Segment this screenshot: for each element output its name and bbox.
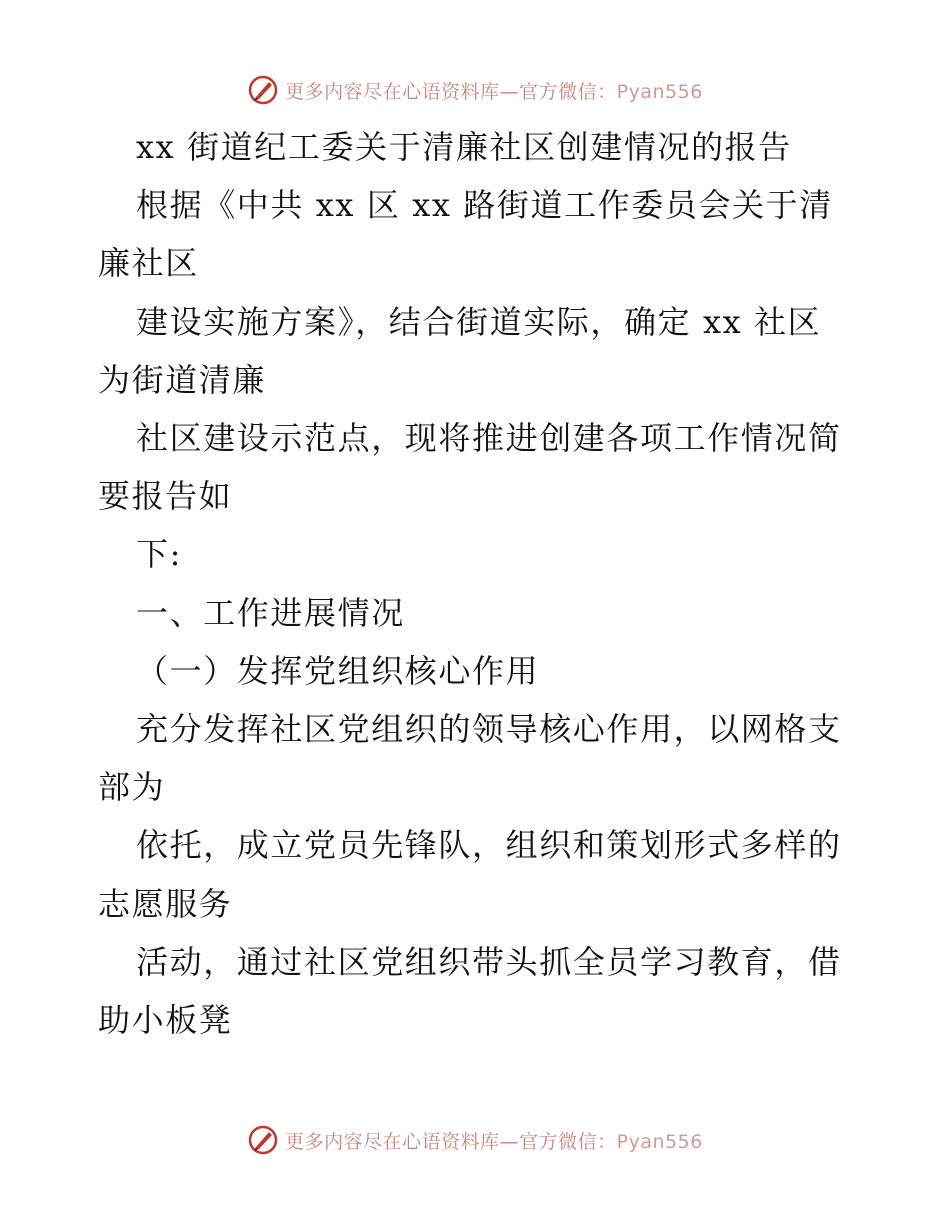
document-body [98,118,858,1049]
document-title: xx 街道纪工委关于清廉社区创建情况的报告 [136,128,792,166]
pen-logo-icon [247,74,279,106]
paragraph-line: 充分发挥社区党组织的领导核心作用，以网格支 [136,710,842,749]
pen-logo-icon [247,1124,279,1156]
paragraph-line: 部为 [98,768,166,807]
paragraph-line: 建设实施方案》，结合街道实际，确定 xx 社区 [136,302,822,341]
paragraph-line: 依托，成立党员先锋队，组织和策划形式多样的 [136,826,842,865]
watermark-text: 更多内容尽在心语资料库—官方微信：Pyan556 [285,80,703,103]
header-watermark [0,70,950,110]
watermark-id: Pyan556 [616,1130,703,1153]
paragraph-line: 社区建设示范点，现将推进创建各项工作情况简 [136,419,842,458]
paragraph-line: 根据《中共 xx 区 xx 路街道工作委员会关于清 [136,186,833,225]
paragraph-line: 下: [136,535,182,574]
paragraph-line: 活动，通过社区党组织带头抓全员学习教育，借 [136,942,842,981]
paragraph-line: 为街道清廉 [98,360,267,399]
paragraph-line: 志愿服务 [98,884,233,923]
subsection-heading: （一）发挥党组织核心作用 [136,651,540,690]
section-heading: 一、工作进展情况 [136,593,405,632]
paragraph-line: 要报告如 [98,477,233,516]
watermark-id: Pyan556 [616,80,703,103]
footer-watermark [0,1120,950,1160]
paragraph-line: 助小板凳 [98,1001,233,1040]
watermark-text: 更多内容尽在心语资料库—官方微信：Pyan556 [285,1130,703,1153]
paragraph-line: 廉社区 [98,244,199,283]
